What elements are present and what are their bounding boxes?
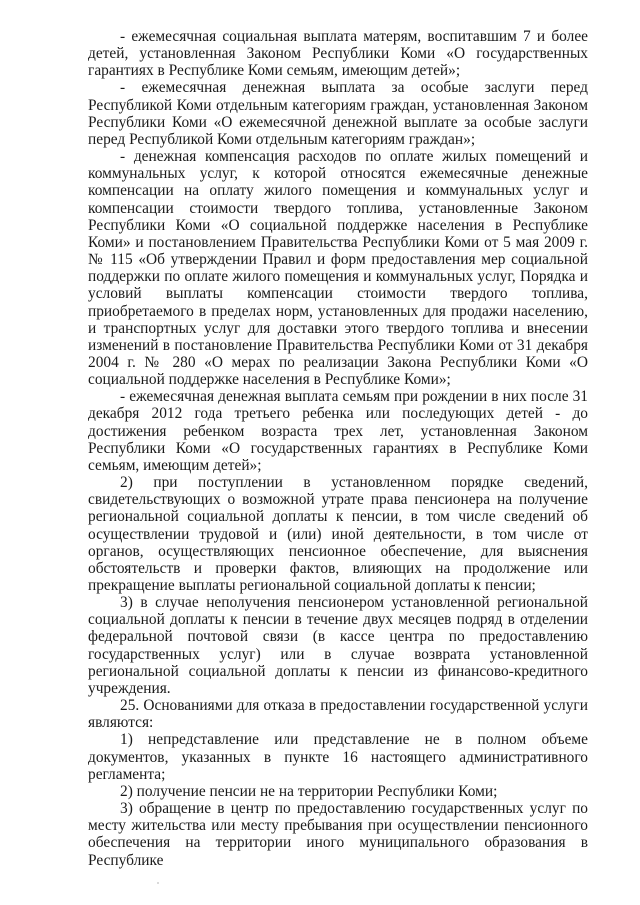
document-page [88, 28, 588, 869]
paragraph-item-third-child-payment: - ежемесячная денежная выплата семьям при рождении в них после 31 декабря 2012 года третьего ребенка или последующих детей - до достижения ребенком возраста трех лет, установленная Законом Республики Коми «О государственных гарантиях в Республике Коми семьям, имеющим детей»; [88, 388, 588, 474]
paragraph-refusal-item-3: 3) обращение в центр по предоставлению государственных услуг по месту жительства или месту пребывания при осуществлении пенсионного обеспечения на территории иного муниципального образования в Республике [88, 800, 588, 869]
paragraph-refusal-item-1: 1) непредставление или представление не в полном объеме документов, указанных в пункте 16 настоящего административного регламента; [88, 731, 588, 783]
paragraph-refusal-item-2: 2) получение пенсии не на территории Республики Коми; [120, 782, 498, 800]
paragraph-section-25-refusal-grounds: 25. Основаниями для отказа в предоставлении государственной услуги являются: [88, 697, 588, 732]
paragraph-item-special-merits-payment: - ежемесячная денежная выплата за особые заслуги перед Республикой Коми отдельным категориям граждан, установленная Законом Республики Коми «О ежемесячной денежной выплате за особые заслуги перед Республикой Коми отдельным категориям граждан»; [88, 79, 588, 148]
paragraph-item-2-info-receipt: 2) при поступлении в установленном порядке сведений, свидетельствующих о возможной утрате права пенсионера на получение региональной социальной доплаты к пенсии, в том числе сведений об осуществлении трудовой и (или) иной деятельности, в том числе от органов, осуществляющих пенсионное обеспечение, для выяснения обстоятельств и проверки фактов, влияющих на продолжение или прекращение выплаты региональной социальной доплаты к пенсии; [88, 474, 588, 594]
scan-speck [157, 882, 159, 884]
paragraph-item-monthly-payment-mothers: - ежемесячная социальная выплата матерям, воспитавшим 7 и более детей, установленная Законом Республики Коми «О государственных гарантиях в Республике Коми семьям, имеющим детей»; [88, 28, 588, 80]
paragraph-item-3-non-receipt: 3) в случае неполучения пенсионером установленной региональной социальной доплаты к пенсии в течение двух месяцев подряд в отделении федеральной почтовой связи (в кассе центра по предоставлению государственных услуг) или в случае возврата установленной региональной социальной доплаты к пенсии из финансово-кредитного учреждения. [88, 594, 588, 697]
paragraph-item-housing-compensation: - денежная компенсация расходов по оплате жилых помещений и коммунальных услуг, к которой относятся ежемесячные денежные компенсации на оплату жилого помещения и коммунальных услуг и компенсации стоимости твердого топлива, установленные Законом Республики Коми «О социальной поддержке населения в Республике Коми» и постановлением Правительства Республики Коми от 5 мая 2009 г. № 115 «Об утверждении Правил и форм предоставления мер социальной поддержки по оплате жилого помещения и коммунальных услуг, Порядка и условий выплаты компенсации стоимости твердого топлива, приобретаемого в пределах норм, установленных для продажи населению, и транспортных услуг для доставки этого твердого топлива и внесении изменений в постановление Правительства Республики Коми от 31 декабря 2004 г. № 280 «О мерах по реализации Закона Республики Коми «О социальной поддержке населения в Республике Коми»; [88, 148, 588, 389]
